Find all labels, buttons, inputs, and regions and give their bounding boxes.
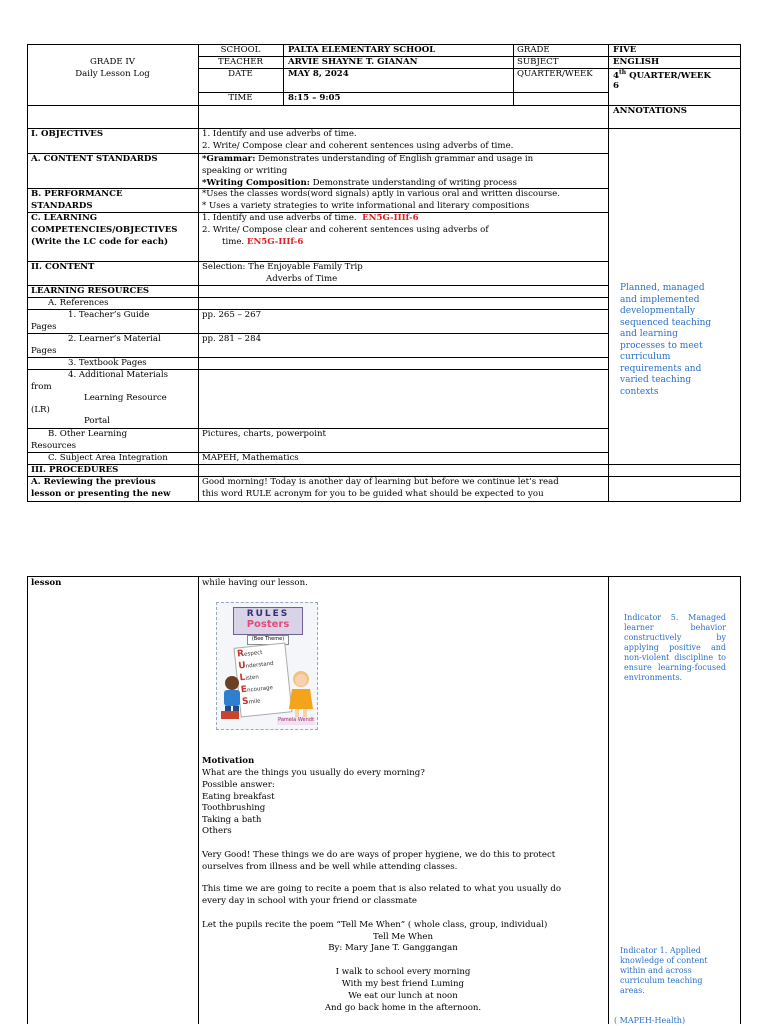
performance-standard-1: *Uses the classes words(word signals) aptly in various oral and written discourse. [202,189,560,199]
objective-2: 2. Write/ Compose clear and coherent sentences using adverbs of time. [202,141,514,151]
lc-code-1: EN5G-IIIf-6 [362,213,419,223]
answer-item: Others [202,826,232,836]
objectives-label: I. OBJECTIVES [31,129,104,139]
integration-value: MAPEH, Mathematics [202,453,299,463]
lc-code-2: EN5G-IIIf-6 [246,237,304,247]
quarter-label: QUARTER/WEEK [517,69,593,79]
additional-materials-label: 4. Additional Materials [68,370,169,380]
poem-line: I walk to school every morning [335,967,471,977]
subject-label: SUBJECT [517,57,559,67]
content-standard-writing: *Writing Composition: Demonstrate understanding of writing process [202,178,517,188]
poster-rules-text: RULES [246,609,290,619]
recite-text-2: every day in school with your friend or classmate [202,896,417,906]
competency-1: 1. Identify and use adverbs of time. EN5G-IIIf-6 [202,213,419,223]
possible-answer-label: Possible answer: [202,780,275,790]
boy-figure-icon [221,675,243,719]
teacher-value: ARVIE SHAYNE T. GIANAN [288,57,418,67]
poster-word-understand: Understand [237,660,274,672]
poem-title: Tell Me When [373,932,433,942]
school-value: PALTA ELEMENTARY SCHOOL [288,45,436,55]
learners-material-label: 2. Learner’s Material [68,334,161,344]
additional-materials-label-2: from [31,382,52,392]
indicator-1-subject: ( MAPEH-Health) [614,1016,686,1025]
quarter-week-number: 6 [613,81,619,91]
lesson-label: lesson [31,578,62,588]
poster-word-listen: Listen [239,672,260,684]
grade-label: GRADE [517,45,550,55]
poster-subtitle: (Bee Theme) [247,635,289,645]
review-label-2: lesson or presenting the new [31,489,171,499]
teachers-guide-pages: pp. 265 – 267 [202,310,262,320]
content-standards-label: A. CONTENT STANDARDS [31,154,158,164]
very-good-text-2: ourselves from illness and be well while attending classes. [202,862,458,872]
poem-author: By: Mary Jane T. Ganggangan [328,943,458,953]
integration-label: C. Subject Area Integration [48,453,168,463]
time-label: TIME [228,93,253,103]
date-value: MAY 8, 2024 [288,69,349,79]
other-resources-label: B. Other Learning [48,429,128,439]
annotation-planned-managed: Planned, managed and implemented developmentally sequenced teaching and learning processes to meet curriculum requirements and varied teaching contexts [620,283,712,397]
review-text-2: this word RULE acronym for you to be guided what should be expected to you [202,489,544,499]
poster-word-smile: Smile [241,696,261,708]
content-standard-grammar-cont: speaking or writing [202,166,288,176]
very-good-text-1: Very Good! These things we do are ways of proper hygiene, we do this to protect [202,850,556,860]
references-label: A. References [48,298,109,308]
content-standard-grammar: *Grammar: Demonstrates understanding of English grammar and usage in [202,154,534,164]
additional-materials-label-3: Learning Resource [84,393,167,403]
answer-item: Taking a bath [202,815,262,825]
log-title: Daily Lesson Log [75,69,150,79]
recite-text-1: This time we are going to recite a poem that is also related to what you usually do [202,884,562,894]
rules-poster-image [216,602,318,730]
poster-title-box [233,607,303,635]
competencies-label-3: (Write the LC code for each) [31,237,169,247]
poster-brand: Pamela Wendt [278,717,314,723]
answer-item: Toothbrushing [202,803,266,813]
content-label: II. CONTENT [31,262,95,272]
school-label: SCHOOL [220,45,261,55]
additional-materials-label-4: (LR) [31,405,50,415]
teachers-guide-label-2: Pages [31,322,57,332]
learners-material-label-2: Pages [31,346,57,356]
performance-standards-label: B. PERFORMANCE [31,189,123,199]
procedures-label: III. PROCEDURES [31,465,119,475]
review-text-1: Good morning! Today is another day of learning but before we continue let’s read [202,477,559,487]
learners-material-pages: pp. 281 – 284 [202,334,262,344]
textbook-pages-label: 3. Textbook Pages [68,358,147,368]
indicator-1-annotation: Indicator 1. Applied knowledge of content within and across curriculum teaching areas. [620,946,708,995]
competency-2-cont: time. EN5G-IIIf-6 [222,237,304,247]
motivation-question: What are the things you usually do every morning? [202,768,425,778]
competencies-label: C. LEARNING [31,213,98,223]
teacher-label: TEACHER [217,57,264,67]
review-label: A. Reviewing the previous [31,477,156,487]
performance-standards-label-2: STANDARDS [31,201,93,211]
other-resources-value: Pictures, charts, powerpoint [202,429,326,439]
poem-line: We eat our lunch at noon [348,991,458,1001]
other-resources-label-2: Resources [31,441,77,451]
content-selection: Selection: The Enjoyable Family Trip [202,262,363,272]
answer-item: Eating breakfast [202,792,275,802]
date-label: DATE [228,69,253,79]
performance-standard-2: * Uses a variety strategies to write informational and literary compositions [202,201,530,211]
teachers-guide-label: 1. Teacher’s Guide [68,310,150,320]
poster-posters-text: Posters [246,619,290,630]
poem-line: And go back home in the afternoon. [324,1003,482,1013]
objective-1: 1. Identify and use adverbs of time. [202,129,357,139]
annotations-label: ANNOTATIONS [613,106,687,116]
time-value: 8:15 – 9:05 [288,93,341,103]
poster-word-encourage: Encourage [240,684,274,696]
motivation-heading: Motivation [202,756,255,766]
additional-materials-label-5: Portal [84,416,111,426]
quarter-value: 4th QUARTER/WEEK [613,69,711,81]
recite-instruction: Let the pupils recite the poem “Tell Me When” ( whole class, group, individual) [202,920,548,930]
grade-value: FIVE [613,45,637,55]
girl-figure-icon [289,669,313,719]
competencies-label-2: COMPETENCIES/OBJECTIVES [31,225,178,235]
while-lesson-text: while having our lesson. [202,578,308,588]
content-topic: Adverbs of Time [266,274,338,284]
grade-title: GRADE IV [89,57,136,67]
subject-value: ENGLISH [613,57,660,67]
poster-word-respect: Respect [236,648,263,660]
learning-resources-label: LEARNING RESOURCES [31,286,150,296]
competency-2: 2. Write/ Compose clear and coherent sentences using adverbs of [202,225,489,235]
indicator-5-annotation: Indicator 5. Managed learner behavior constructively by applying positive and non-violent discipline to ensure learning-focused environments. [624,613,726,682]
poem-line: With my best friend Luming [341,979,465,989]
